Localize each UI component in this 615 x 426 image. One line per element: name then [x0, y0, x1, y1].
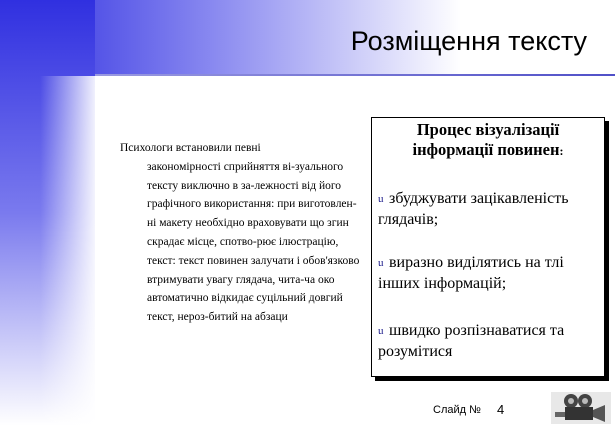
visualization-box: [371, 117, 605, 377]
box-heading-line1: Процес візуалізації: [416, 120, 560, 139]
bullet-text: збуджувати зацікавленість глядачів;: [378, 190, 569, 228]
slide-number-label: Слайд №: [433, 404, 481, 416]
bullet-text: виразно виділятись на тлі інших інформацій;: [378, 254, 564, 292]
bullet-item: [378, 189, 602, 230]
box-heading-line2: інформації повинен: [412, 140, 560, 159]
title-underline: [95, 74, 615, 76]
slide-title: Розміщення тексту: [350, 26, 587, 56]
bullet-item: [378, 253, 602, 294]
slide-number: 4: [497, 402, 505, 417]
bullet-marker-icon: u: [378, 325, 384, 337]
box-heading-colon: :: [559, 144, 564, 158]
bullet-text: швидко розпізнаватися та розумітися: [378, 322, 565, 360]
body-paragraph: [120, 139, 360, 327]
bullet-marker-icon: u: [378, 257, 384, 269]
bullet-marker-icon: u: [378, 193, 384, 205]
film-camera-icon: [551, 392, 611, 424]
paragraph-first-line: Психологи встановили певні: [120, 142, 261, 154]
paragraph-continuation: закономірності сприйняття ві-зуального тексту виключно в за-лежності від його графічного використання: при виготовлен-ні макету необхідно враховувати що згин скрадає місце, спотво-рює ілюстрацію, текст: текст повинен залучати і обов'язково втримувати увагу глядача, чита-ча око автоматично відкидає суцільний довгий текст, нероз-битий на абзаци: [147, 160, 360, 324]
box-heading: [372, 120, 604, 161]
bullet-item: [378, 321, 602, 362]
